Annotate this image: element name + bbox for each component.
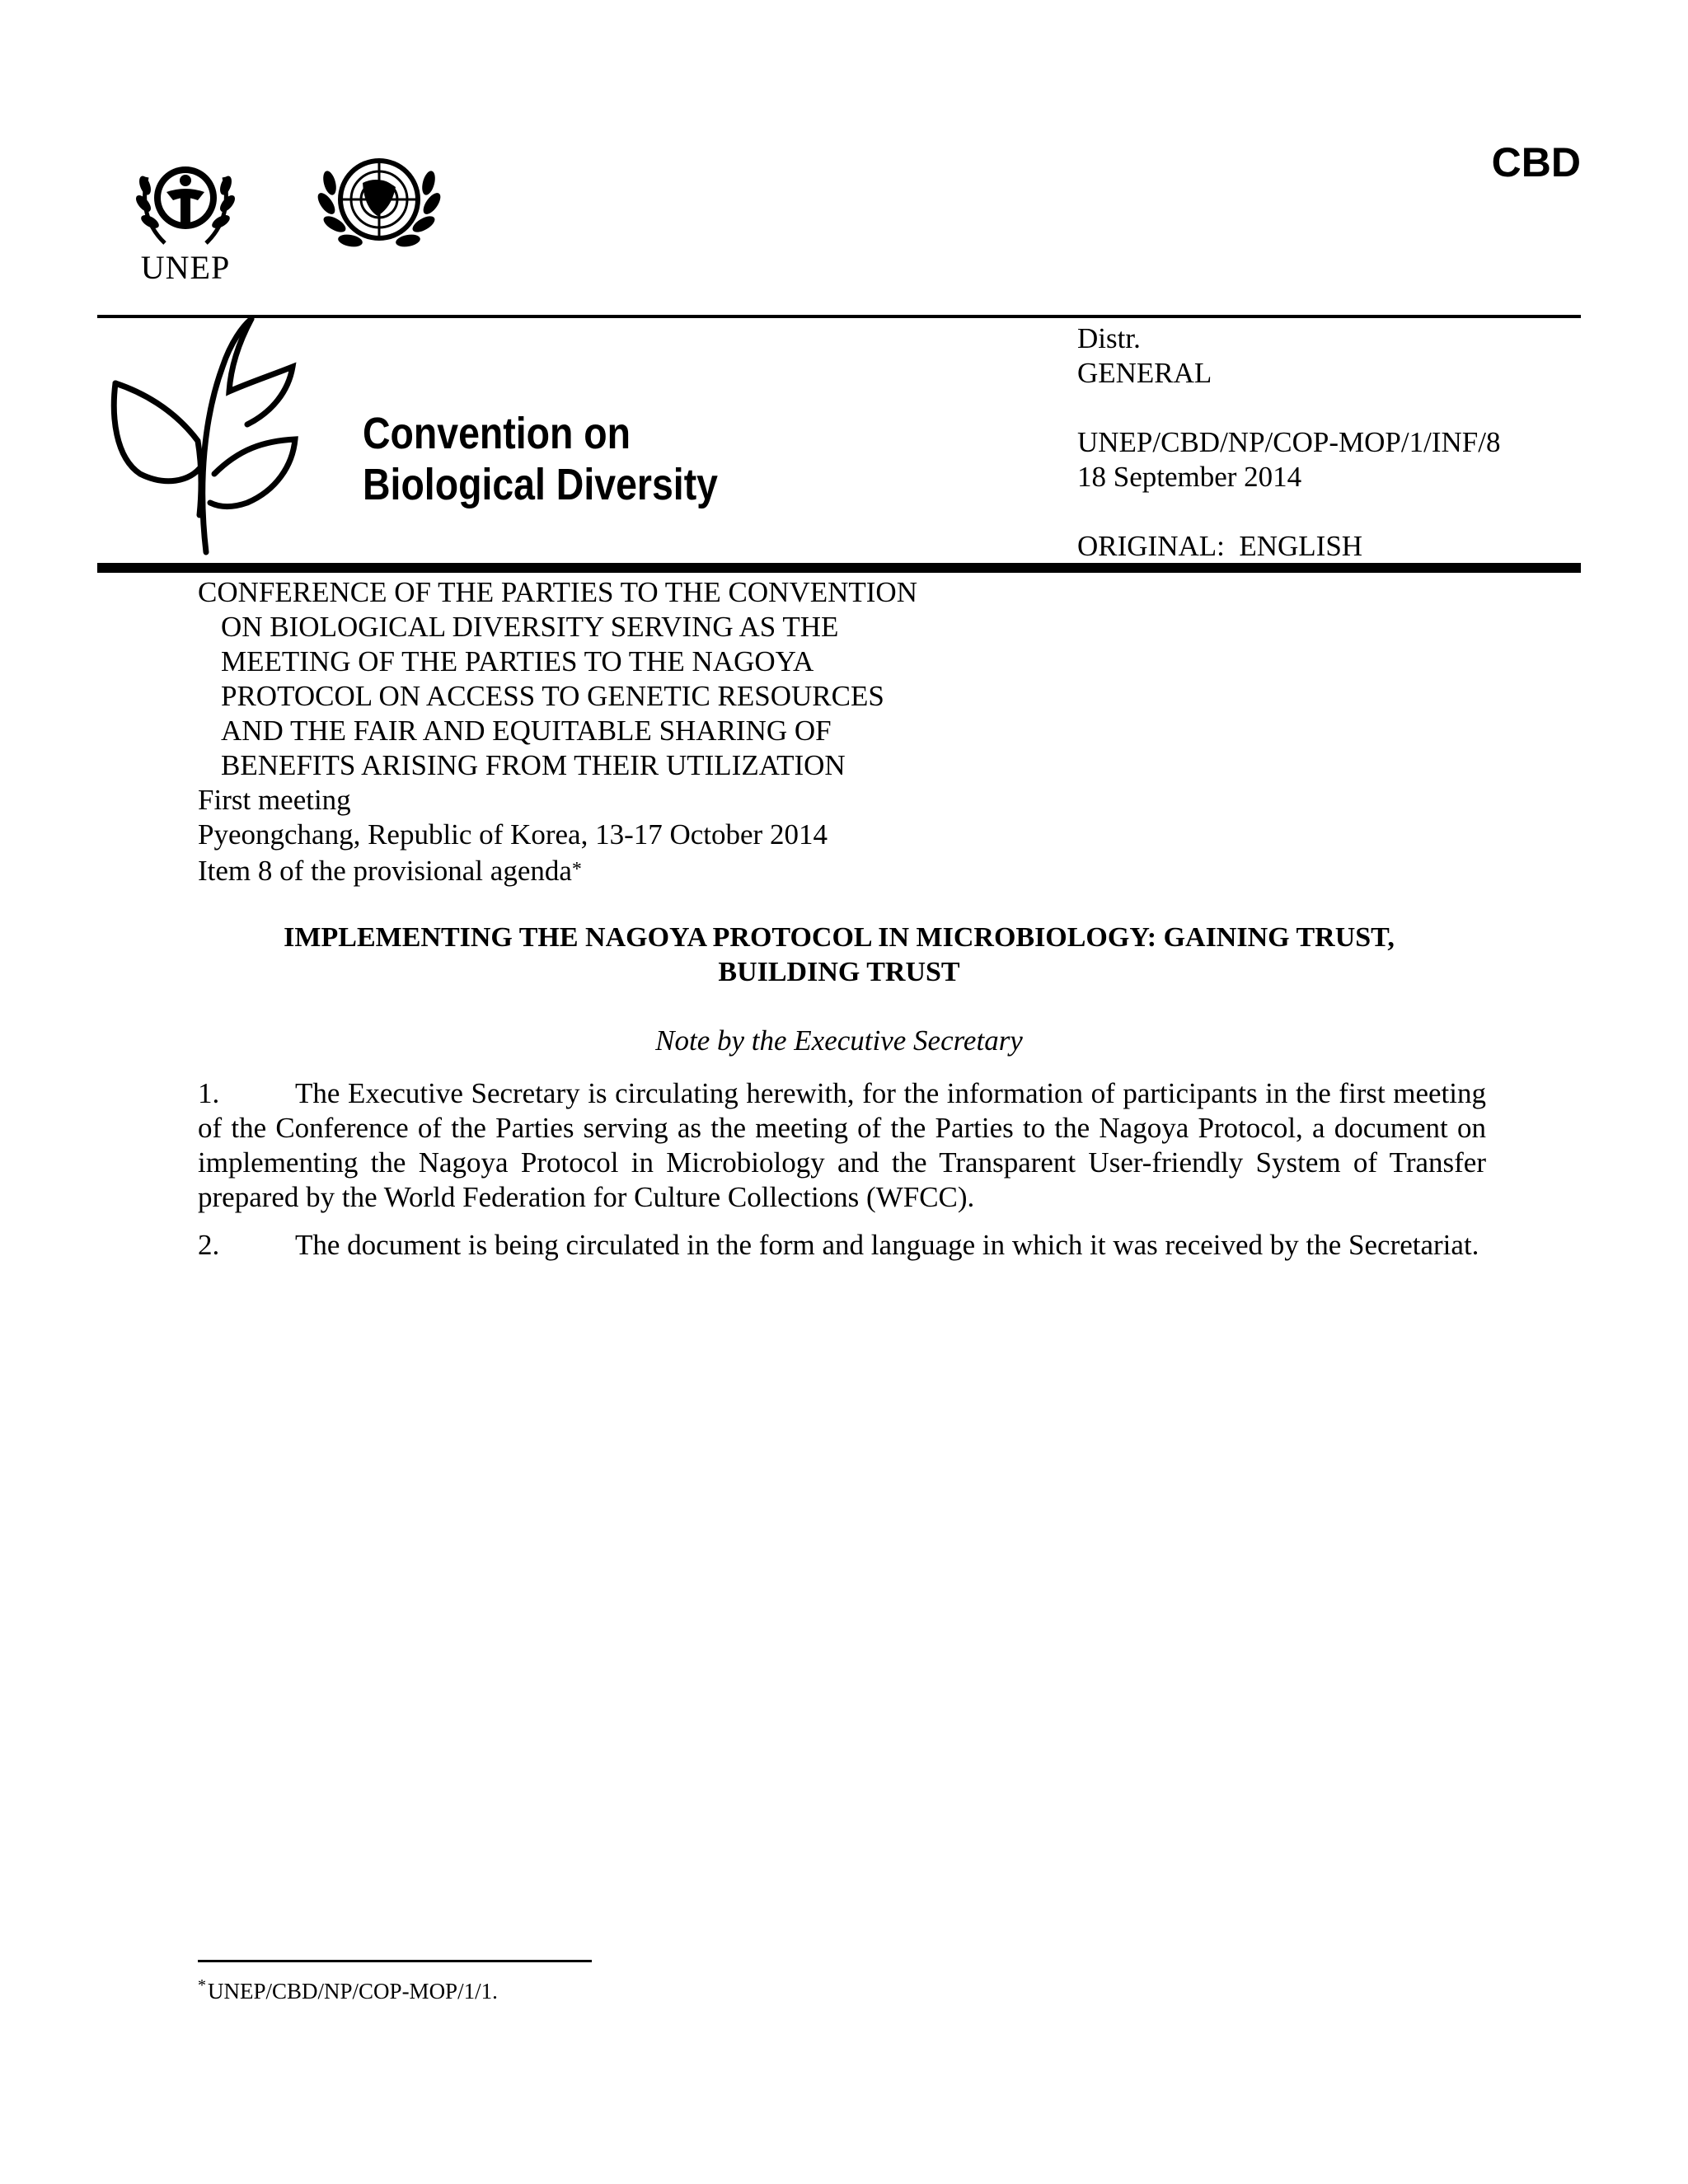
unep-label: UNEP	[140, 249, 231, 286]
conference-block	[198, 575, 917, 888]
paragraph-text: The document is being circulated in the form and language in which it was received by the Secretariat.	[295, 1229, 1479, 1261]
meeting-venue: Pyeongchang, Republic of Korea, 13-17 October 2014	[198, 818, 828, 851]
distribution-value: GENERAL	[1077, 357, 1212, 389]
document-date: 18 September 2014	[1077, 461, 1302, 493]
header-bottom-rule	[97, 563, 1581, 573]
conference-line: CONFERENCE OF THE PARTIES TO THE CONVENTION	[198, 576, 917, 608]
conference-line: BENEFITS ARISING FROM THEIR UTILIZATION	[221, 749, 846, 781]
conference-line: PROTOCOL ON ACCESS TO GENETIC RESOURCES	[221, 680, 884, 712]
un-emblem-icon	[313, 150, 445, 257]
footnote-text: UNEP/CBD/NP/COP-MOP/1/1.	[208, 1979, 498, 2004]
paragraph-text: The Executive Secretary is circulating herewith, for the information of participants in the first meeting of the Conference of the Parties serving as the meeting of the Parties to the Nagoya Protocol, a document on implementing the Nagoya Protocol in Microbiology and the Transparent User-friendly System of Transfer prepared by the World Federation for Culture Collections (WFCC).	[198, 1077, 1486, 1213]
meeting-label: First meeting	[198, 784, 351, 816]
paragraph-number: 1.	[198, 1077, 220, 1109]
cbd-logo	[107, 317, 734, 556]
footnote-mark: *	[198, 1976, 206, 1994]
original-language: ORIGINAL: ENGLISH	[1077, 530, 1363, 562]
cbd-name-line2: Biological Diversity	[363, 460, 719, 509]
un-logo	[313, 150, 445, 257]
agenda-footnote-mark[interactable]: *	[571, 859, 582, 880]
cbd-name	[363, 408, 718, 510]
footnote	[198, 1971, 498, 2005]
paragraph-number: 2.	[198, 1229, 220, 1261]
paragraph	[198, 1076, 1486, 1215]
document-subtitle: Note by the Executive Secretary	[655, 1024, 1023, 1057]
document-meta	[1077, 321, 1500, 564]
unep-emblem-icon	[132, 152, 239, 251]
agenda-item	[198, 852, 917, 888]
footnote-rule	[198, 1960, 592, 1962]
conference-line: AND THE FAIR AND EQUITABLE SHARING OF	[221, 715, 832, 747]
plant-icon	[107, 317, 305, 556]
paragraph	[198, 1228, 1486, 1263]
title-line2: BUILDING TRUST	[718, 957, 960, 987]
cbd-name-line1: Convention on	[363, 409, 631, 458]
distr-label: Distr.	[1077, 322, 1141, 354]
agenda-item-text: Item 8 of the provisional agenda	[198, 855, 572, 887]
unep-logo	[128, 152, 243, 284]
document-title	[97, 921, 1581, 990]
conference-line: MEETING OF THE PARTIES TO THE NAGOYA	[221, 645, 814, 677]
conference-line: ON BIOLOGICAL DIVERSITY SERVING AS THE	[221, 611, 839, 643]
title-line1: IMPLEMENTING THE NAGOYA PROTOCOL IN MICROBIOLOGY: GAINING TRUST,	[284, 922, 1395, 953]
document-symbol: UNEP/CBD/NP/COP-MOP/1/INF/8	[1077, 426, 1501, 458]
cbd-corner-label: CBD	[1491, 139, 1581, 185]
